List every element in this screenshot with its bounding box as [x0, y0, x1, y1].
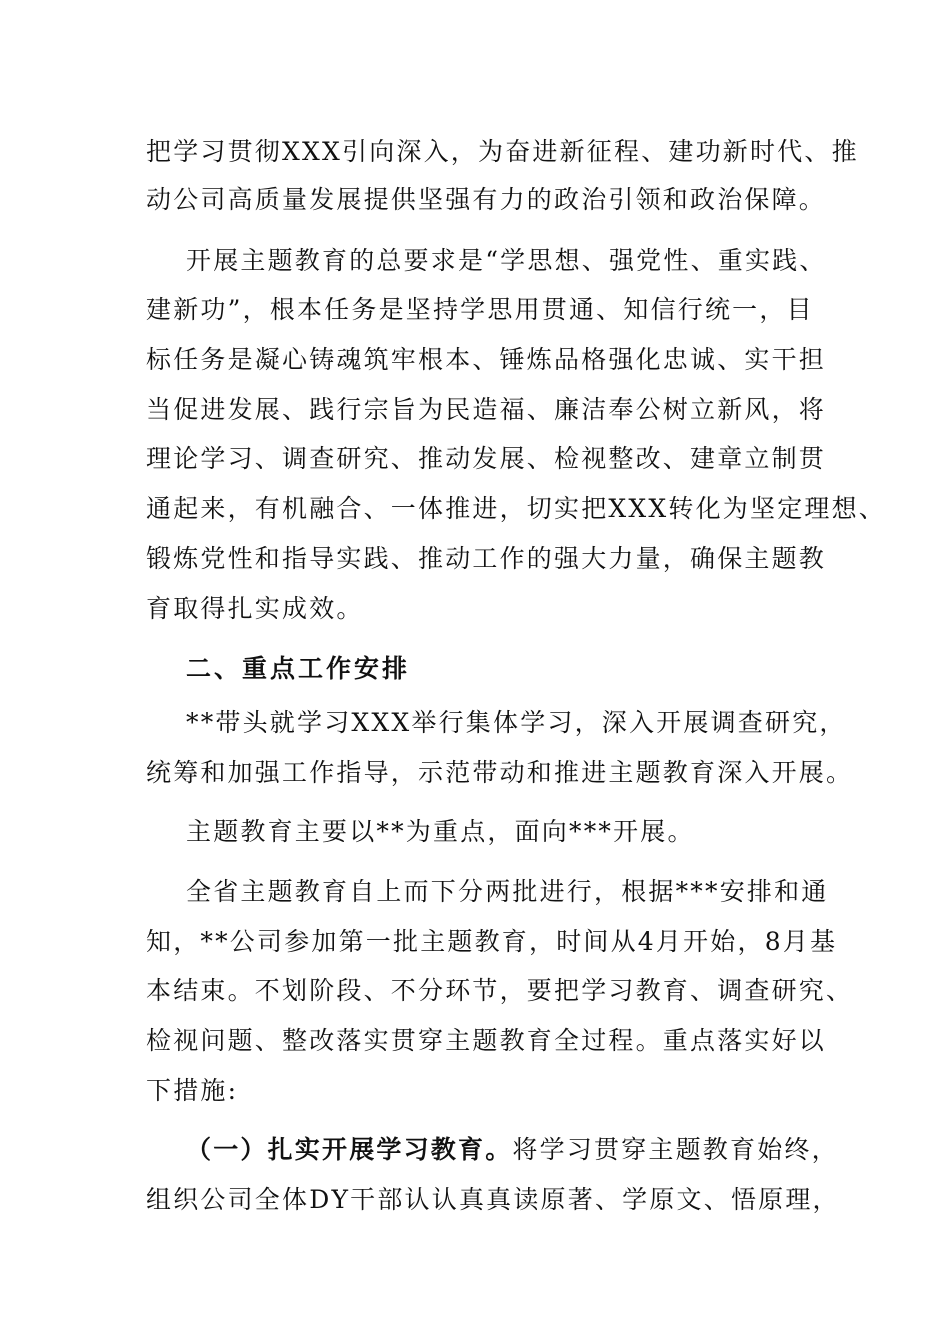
paragraph-line: 当促进发展、践行宗旨为民造福、廉洁奉公树立新风，将: [146, 395, 827, 424]
paragraph-line: 本结束。不划阶段、不分环节，要把学习教育、调查研究、: [146, 976, 854, 1005]
paragraph-line: 把学习贯彻XXX引向深入，为奋进新征程、建功新时代、推: [146, 137, 859, 166]
paragraph-line: 主题教育主要以**为重点，面向***开展。: [186, 817, 695, 846]
paragraph-line: 标任务是凝心铸魂筑牢根本、锤炼品格强化忠诚、实干担: [146, 345, 827, 374]
paragraph-line: 锻炼党性和指导实践、推动工作的强大力量，确保主题教: [146, 544, 827, 573]
paragraph-line: [186, 1133, 839, 1167]
paragraph-line: 检视问题、整改落实贯穿主题教育全过程。重点落实好以: [146, 1026, 827, 1055]
paragraph-line: 开展主题教育的总要求是“学思想、强党性、重实践、: [186, 246, 827, 275]
paragraph-line: 育取得扎实成效。: [146, 594, 364, 623]
paragraph-line: 动公司高质量发展提供坚强有力的政治引领和政治保障。: [146, 185, 827, 214]
paragraph-line: 下措施:: [146, 1076, 239, 1105]
subsection-text: 将学习贯穿主题教育始终，: [512, 1135, 839, 1164]
paragraph-line: 理论学习、调查研究、推动发展、检视整改、建章立制贯: [146, 444, 827, 473]
paragraph-line: 全省主题教育自上而下分两批进行，根据***安排和通: [186, 877, 829, 906]
section-heading: 二、重点工作安排: [186, 654, 411, 683]
paragraph-line: 统筹和加强工作指导，示范带动和推进主题教育深入开展。: [146, 758, 854, 787]
paragraph-line: 知，**公司参加第一批主题教育，时间从4月开始，8月基: [146, 927, 838, 956]
paragraph-line: **带头就学习XXX举行集体学习，深入开展调查研究，: [186, 708, 847, 737]
paragraph-line: 建新功”，根本任务是坚持学思用贯通、知信行统一，目: [146, 295, 814, 324]
paragraph-line: 通起来，有机融合、一体推进，切实把XXX转化为坚定理想、: [146, 494, 886, 523]
subsection-lead: （一）扎实开展学习教育。: [186, 1135, 513, 1164]
paragraph-line: 组织公司全体DY干部认认真真读原著、学原文、悟原理，: [146, 1185, 840, 1214]
